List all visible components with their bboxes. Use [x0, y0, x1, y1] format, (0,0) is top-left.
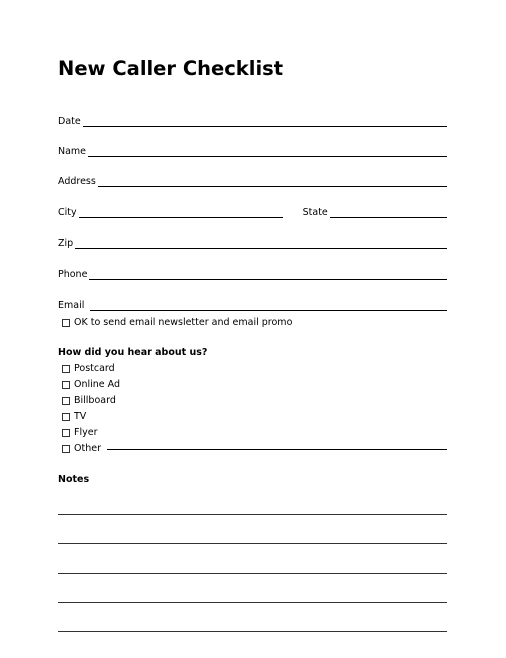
phone-field[interactable] [58, 267, 447, 281]
flyer-label: Flyer [74, 427, 98, 438]
notes-line[interactable] [58, 631, 447, 632]
phone-input-line[interactable] [89, 279, 447, 280]
zip-field[interactable] [58, 236, 447, 250]
city-input-line[interactable] [79, 217, 283, 218]
email-field[interactable] [58, 298, 447, 312]
referral-option-online-ad[interactable] [62, 379, 120, 391]
state-label: State [302, 207, 328, 218]
email-opt-in-checkbox[interactable] [62, 319, 70, 327]
referral-option-tv[interactable] [62, 411, 86, 423]
zip-input-line[interactable] [75, 248, 447, 249]
billboard-checkbox[interactable] [62, 397, 70, 405]
referral-option-billboard[interactable] [62, 395, 116, 407]
notes-line[interactable] [58, 573, 447, 574]
email-opt-in[interactable] [62, 317, 292, 329]
date-input-line[interactable] [83, 126, 447, 127]
form-title: New Caller Checklist [58, 57, 284, 80]
state-input-line[interactable] [330, 217, 447, 218]
email-label: Email [58, 300, 85, 311]
tv-label: TV [74, 411, 87, 422]
referral-option-other[interactable] [62, 443, 447, 455]
other-checkbox[interactable] [62, 445, 70, 453]
notes-line[interactable] [58, 543, 447, 544]
date-label: Date [58, 116, 81, 127]
city-state-field[interactable] [58, 205, 447, 219]
address-field[interactable] [58, 174, 447, 188]
postcard-checkbox[interactable] [62, 365, 70, 373]
name-input-line[interactable] [88, 156, 447, 157]
other-input-line[interactable] [107, 449, 447, 450]
notes-heading: Notes [58, 474, 90, 485]
name-field[interactable] [58, 144, 447, 158]
tv-checkbox[interactable] [62, 413, 70, 421]
date-field[interactable] [58, 114, 447, 128]
address-label: Address [58, 176, 96, 187]
notes-line[interactable] [58, 514, 447, 515]
name-label: Name [58, 146, 87, 157]
online-ad-label: Online Ad [74, 379, 121, 390]
address-input-line[interactable] [98, 186, 447, 187]
other-label: Other [74, 443, 101, 454]
notes-line[interactable] [58, 602, 447, 603]
online-ad-checkbox[interactable] [62, 381, 70, 389]
referral-option-flyer[interactable] [62, 427, 97, 439]
zip-label: Zip [58, 238, 74, 249]
postcard-label: Postcard [74, 363, 115, 374]
email-opt-in-label: OK to send email newsletter and email promo [74, 317, 293, 328]
billboard-label: Billboard [74, 395, 116, 406]
referral-heading: How did you hear about us? [58, 347, 208, 358]
flyer-checkbox[interactable] [62, 429, 70, 437]
phone-label: Phone [58, 269, 88, 280]
email-input-line[interactable] [90, 310, 447, 311]
city-label: City [58, 207, 77, 218]
referral-option-postcard[interactable] [62, 363, 115, 375]
